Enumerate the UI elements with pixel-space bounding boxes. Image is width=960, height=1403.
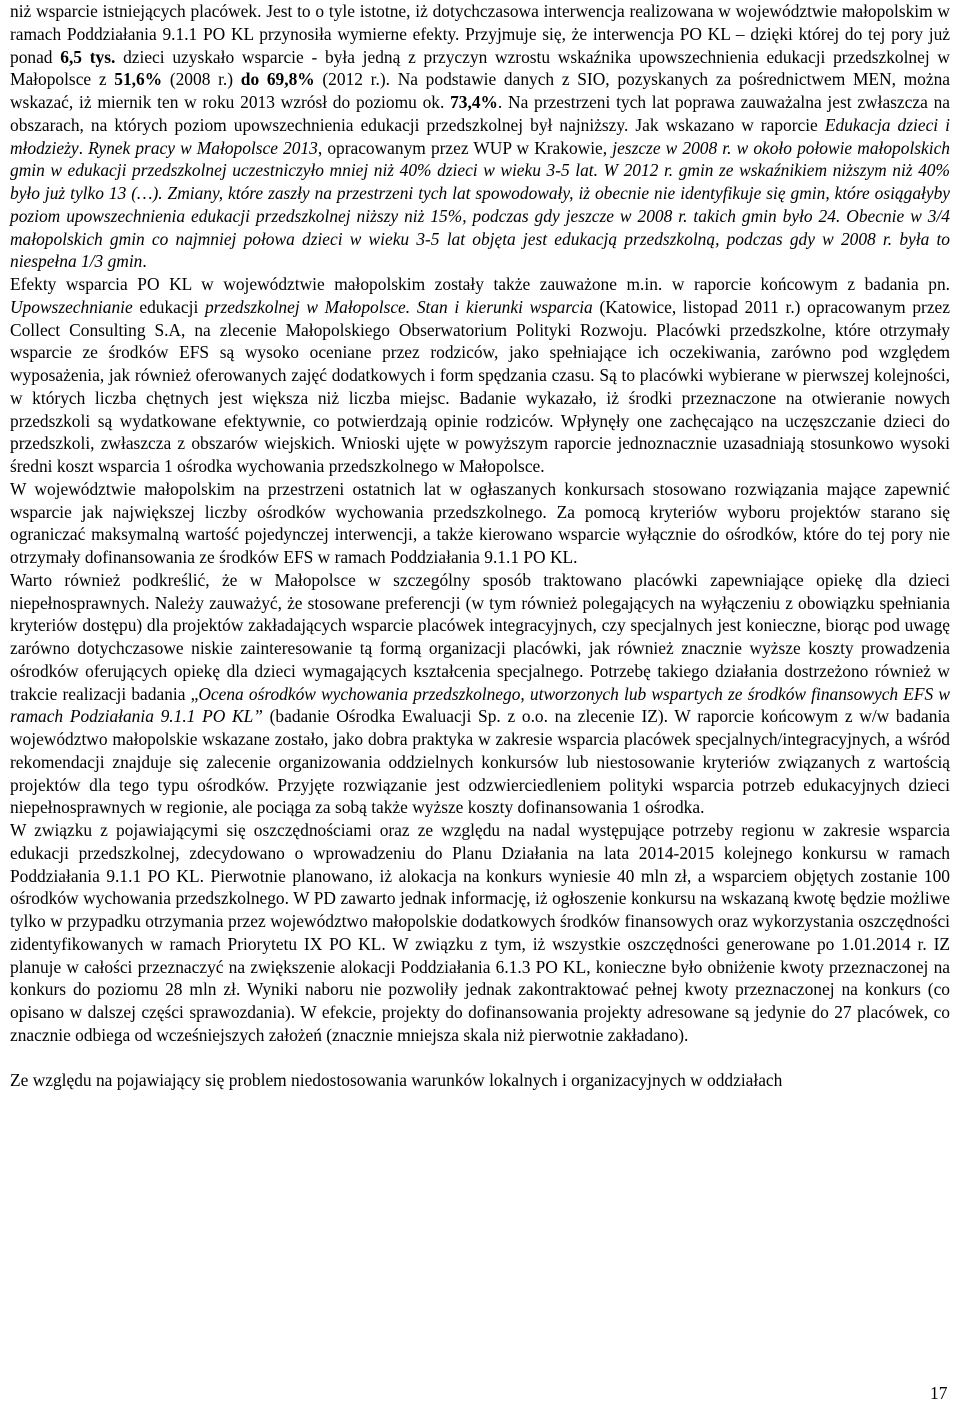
text-run: (2012 r.). Na podstawie danych z SIO, pozyskanych za pośrednictwem MEN, można wskazać, iż miernik ten w roku 2013 wzrósł do poziomu ok. xyxy=(10,69,950,112)
text-run: W związku z pojawiającymi się oszczędnościami oraz ze względu na nadal występujące potrzeby regionu w zakresie wsparcia edukacji przedszkolnej, zdecydowano o wprowadzeniu do Planu Działania na lata 2014-2015 kolejnego konkursu w ramach Poddziałania 9.1.1 PO KL. Pierwotnie planowano, iż alokacja na konkurs wyniesie 40 mln zł, a wsparciem objętych zostanie 100 ośrodków wychowania przedszkolnego. W PD zawarto jednak informację, iż ogłoszenie konkursu na wskazaną kwotę będzie możliwe tylko w przypadku otrzymania przez województwo małopolskie dodatkowych środków finansowych oraz wykorzystania oszczędności zidentyfikowanych w ramach Priorytetu IX PO KL. W związku z tym, iż wszystkie oszczędności generowane po 1.01.2014 r. IZ planuje w całości przeznaczyć na zwiększenie alokacji Poddziałania 6.1.3 PO KL, konieczne było obniżenie kwoty przeznaczonej na konkurs do poziomu 28 mln zł. Wyniki naboru nie pozwoliły jednak zakontraktować pełnej kwoty przeznaczonej na konkurs (co opisano w dalszej części sprawozdania). W efekcie, projekty do dofinansowania projekty adresowane są jedynie do 27 placówek, co znacznie odbiega od wcześniejszych założeń (znacznie mniejsza skala niż pierwotnie zakładano). xyxy=(10,820,950,1045)
text-run: . xyxy=(78,137,89,158)
paragraph xyxy=(10,478,950,569)
bold-text: 73,4% xyxy=(450,92,498,112)
text-run: (Katowice, listopad 2011 r.) opracowanym przez Collect Consulting S.A, na zlecenie Małopolskiego Obserwatorium Polityki Rozwoju. Placówki przedszkolne, które otrzymały wsparcie ze środków EFS są wysoko oceniane przez rodziców, jako spełniające ich oczekiwania, zarówno pod względem wyposażenia, jak również oferowanych zajęć dodatkowych i form spędzania czasu. Są to placówki wybierane w pierwszej kolejności, w których liczba chętnych jest większa niż liczba miejsc. Badanie wykazało, iż środki przeznaczone na otwieranie nowych przedszkoli są wydatkowane efektywnie, co potwierdzają opinie rodziców. Wpłynęły one zachęcająco na uczęszczanie dzieci do przedszkoli, zwłaszcza z obszarów wiejskich. Wnioski ujęte w powyższym raporcie jednoznacznie uzasadniają stosunkowo wysoki średni koszt wsparcia 1 ośrodka wychowania przedszkolnego w Małopolsce. xyxy=(10,296,950,476)
paragraph xyxy=(10,569,950,819)
text-run: Efekty wsparcia PO KL w województwie małopolskim zostały także zauważone m.in. w raporcie końcowym z badania pn. xyxy=(10,274,950,294)
paragraph xyxy=(10,819,950,1047)
bold-text: 6,5 tys. xyxy=(60,46,116,67)
paragraph-gap xyxy=(10,1047,950,1069)
text-run: . Na przestrzeni tych lat poprawa zauważalna jest zwłaszcza na obszarach, na których poziom upowszechnienia edukacji przedszkolnej był najniższy. Jak wskazano w raporcie xyxy=(10,92,950,135)
text-run: dzieci uzyskało wsparcie - była jedną z przyczyn wzrostu wskaźnika upowszechnienia edukacji przedszkolnej w Małopolsce z xyxy=(10,46,950,90)
text-run: W województwie małopolskim na przestrzeni ostatnich lat w ogłaszanych konkursach stosowano rozwiązania mające zapewnić wsparcie jak największej liczby ośrodków wychowania przedszkolnego. Za pomocą kryteriów wyboru projektów starano się ograniczać maksymalną wartość pojedynczej interwencji, a także kierowano wsparcie wyłącznie do ośrodków, które do tej pory nie otrzymały dofinansowania ze środków EFS w ramach Poddziałania 9.1.1 PO KL. xyxy=(10,478,950,567)
paragraph xyxy=(10,1069,950,1092)
text-run: Ze względu na pojawiający się problem niedostosowania warunków lokalnych i organizacyjnych w oddziałach xyxy=(10,1069,783,1090)
paragraph xyxy=(10,273,950,478)
text-run: edukacji xyxy=(132,296,205,317)
bold-text: do 69,8% xyxy=(240,69,315,90)
text-run: Warto również podkreślić, że w Małopolsce w szczególny sposób traktowano placówki zapewniające opiekę dla dzieci niepełnosprawnych. Należy zauważyć, że stosowane preferencji (w tym również polegających na wyłączeniu z obowiązku spełniania kryteriów dostępu) dla projektów zakładających wsparcie placówek integracyjnych, czy specjalnych jest konieczne, biorąc pod uwagę zarówno dotychczasowe niskie zainteresowanie tą formą organizacji placówki, jak również znacznie wyższe koszty prowadzenia ośrodków oferujących opiekę dla dzieci wymagających kształcenia specjalnego. Potrzebę takiego działania dostrzeżono również w trakcie realizacji badania „ xyxy=(10,569,950,704)
text-run: niż wsparcie istniejących placówek. Jest to o tyle istotne, iż dotychczasowa interwencja realizowana w województwie małopolskim w ramach Poddziałania 9.1.1 PO KL przynosiła wymierne efekty. Przyjmuje się, że interwencja PO KL – dzięki której do tej pory już ponad xyxy=(10,1,950,67)
text-run: , opracowanym przez WUP w Krakowie, xyxy=(317,137,613,158)
text-run: . xyxy=(142,251,147,272)
italic-text: Rynek pracy w Małopolsce 2013 xyxy=(88,137,318,158)
italic-text: jeszcze w 2008 r. w około połowie małopolskich gmin w edukacji przedszkolnej uczestniczyło mniej niż 40% dzieci w wieku 3-5 lat. W 2012 r. gmin ze wskaźnikiem niższym niż 40% było już tylko 13 (…). Zmiany, które zaszły na przestrzeni tych lat spowodowały, iż obecnie nie identyfikuje się gmin, które osiągałyby poziom upowszechnienia edukacji przedszkolnej niższy niż 15%, podczas gdy jeszcze w 2008 r. takich gmin było 24. Obecnie w 3/4 małopolskich gmin co najmniej połowa dzieci w wieku 3-5 lat objęta jest edukacją przedszkolną, podczas gdy w 2008 r. była to niespełna 1/3 gmin xyxy=(10,137,951,272)
italic-text: Upowszechnianie xyxy=(10,296,133,317)
page-number: 17 xyxy=(930,1383,948,1403)
italic-text: przedszkolnej w Małopolsce. Stan i kierunki wsparcia xyxy=(204,296,593,317)
bold-text: 51,6% xyxy=(114,69,163,90)
document-page xyxy=(10,0,950,1091)
text-run: (2008 r.) xyxy=(162,69,241,90)
paragraph xyxy=(10,0,950,273)
italic-text: Ocena ośrodków wychowania przedszkolnego, utworzonych lub wspartych ze środków finansowych EFS w ramach Podziałania 9.1.1 PO KL” xyxy=(10,683,950,727)
text-run: (badanie Ośrodka Ewaluacji Sp. z o.o. na zlecenie IZ). W raporcie końcowym z w/w badania województwo małopolskie wskazane zostało, jako dobra praktyka w zakresie wsparcia placówek specjalnych/integracyjnych, a wśród rekomendacji znajduje się zalecenie organizowania oddzielnych konkursów lub niestosowanie kryteriów związanych z wartością projektów dla tego typu ośrodków. Przyjęte rozwiązanie jest odzwierciedleniem polityki wsparcia potrzeb edukacyjnych dzieci niepełnosprawnych w regionie, ale pociąga za sobą także wyższe koszty dofinansowania 1 ośrodka. xyxy=(10,706,950,818)
italic-text: Edukacja dzieci i młodzieży xyxy=(10,114,950,158)
